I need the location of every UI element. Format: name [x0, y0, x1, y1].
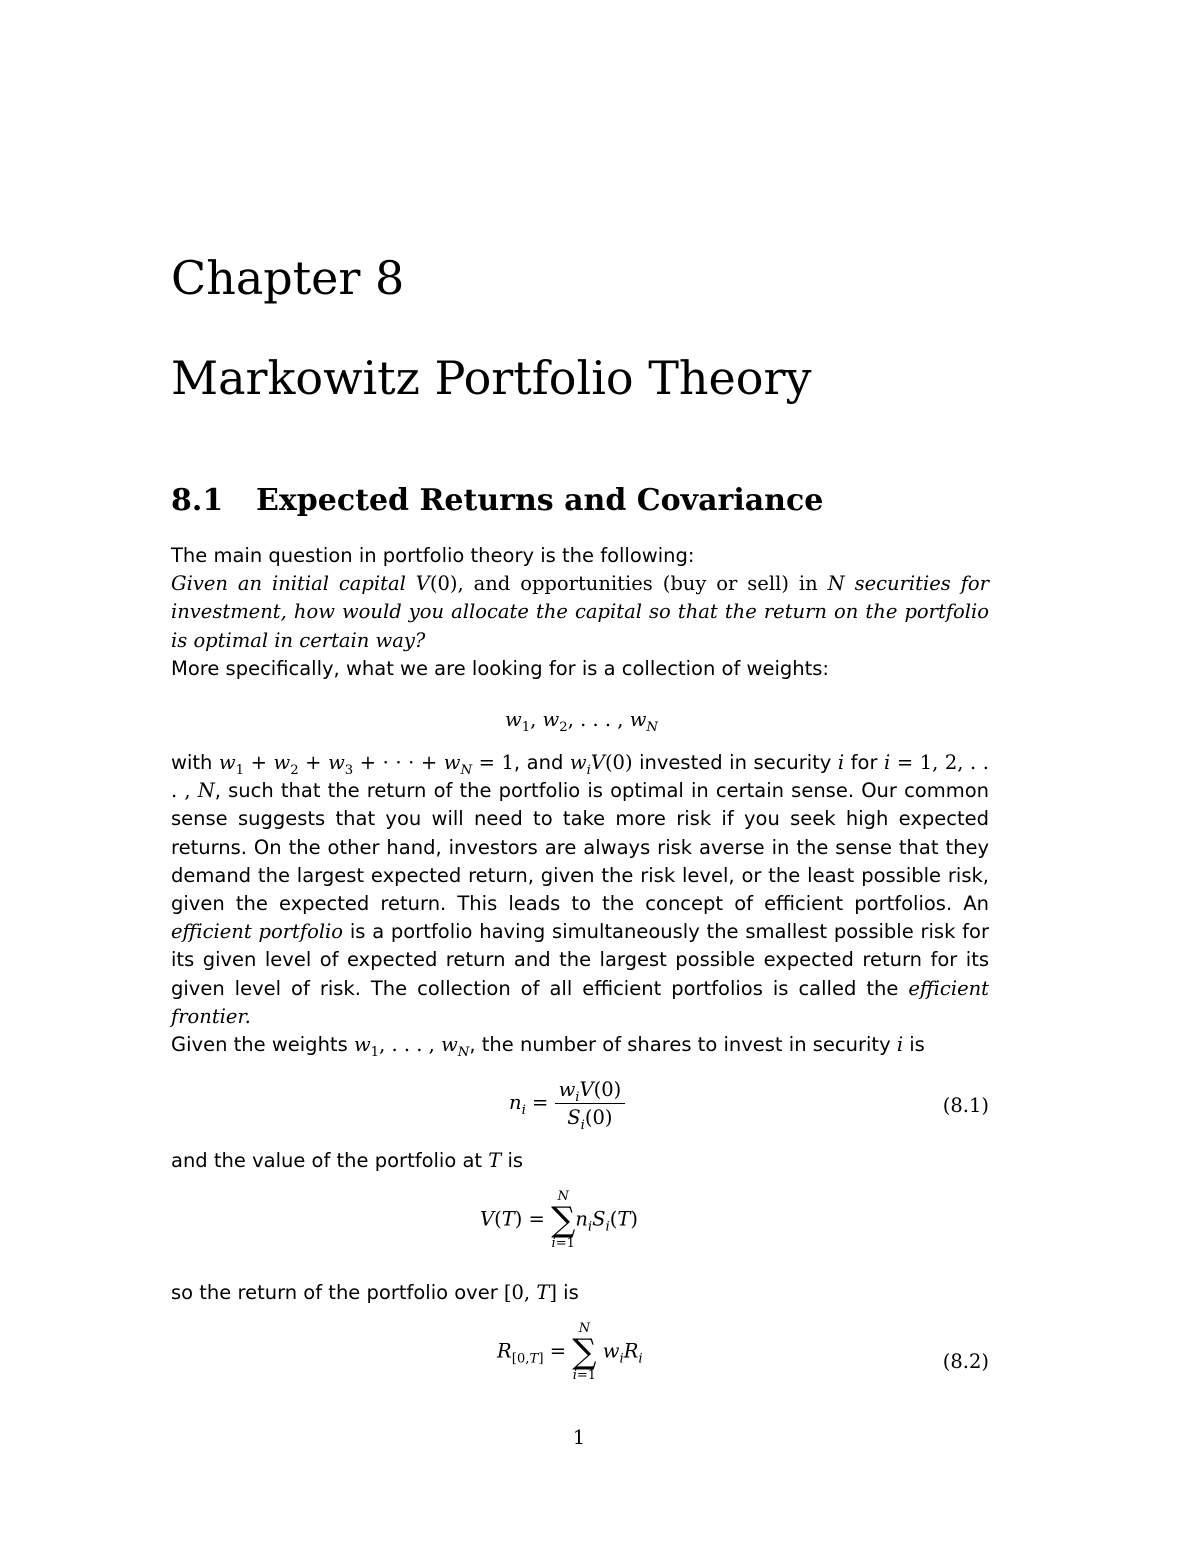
page-number: 1 [572, 1426, 586, 1449]
intro-block [171, 542, 989, 683]
return-over-sentence: so the return of the portfolio over [0, T] is [171, 1281, 579, 1304]
chapter-title: Markowitz Portfolio Theory [171, 351, 812, 405]
specifically-sentence: More specifically, what we are looking for is a collection of weights: [171, 656, 830, 680]
equation-number-8-2: (8.2) [942, 1350, 989, 1373]
intro-sentence: The main question in portfolio theory is the following: [171, 544, 695, 567]
equation-8-1: $n_i$ = $\frac{w_iV(0)}{S_i(0)}$ [509, 1078, 625, 1129]
main-paragraph: with $w_1 + w_2 + w_3$ + · · · + $w_N = 1$, and $w_iV(0)$ invested in security i for i = 1, 2, . . . , N, such that the return of the portfolio is optimal in certain sense. Our common sense suggests that you will need to take more risk if you seek high expected returns. On the other hand, investors are always risk averse in the sense that they demand the largest expected return, given the risk level, or the least possible risk, given the expected return. This leads to the concept of efficient portfolios. An efficient portfolio is a portfolio having simultaneously the smallest possible risk for its given level of expected return and the largest possible expected return for its given level of risk. The collection of all efficient portfolios is called the efficient frontier. Given the weights $w_1$, . . . , $w_N$, the number of shares to invest in security i is [171, 751, 990, 1060]
equation-number-8-1: (8.1) [942, 1094, 989, 1117]
equation-portfolio-value: V(T) = N ∑ i=1 $n_iS_i(T)$ [480, 1189, 638, 1251]
efficient-frontier-term: efficient frontier. [171, 976, 989, 1028]
weights-equation: $w_1$, $w_2$, . . . , $w_N$ [505, 708, 658, 735]
weights-sum-formula: $w_1 + w_2 + w_3$ + · · · + $w_N = 1$ [218, 751, 514, 778]
section-number: 8.1 [171, 483, 224, 518]
main-question: Given an initial capital V(0), and opportunities (buy or sell) in N securities for investment, how would you allocate the capital so that the return on the portfolio is optimal in certain way? [171, 572, 989, 652]
efficient-portfolio-term: efficient portfolio [171, 920, 344, 944]
section-heading [171, 482, 823, 520]
chapter-label: Chapter 8 [171, 251, 405, 305]
section-title: Expected Returns and Covariance [256, 483, 824, 518]
equation-8-2: $R_{[0,T]}$ = N ∑ i=1 $w_iR_i$ [497, 1321, 643, 1383]
value-at-T-sentence: and the value of the portfolio at T is [171, 1149, 524, 1172]
